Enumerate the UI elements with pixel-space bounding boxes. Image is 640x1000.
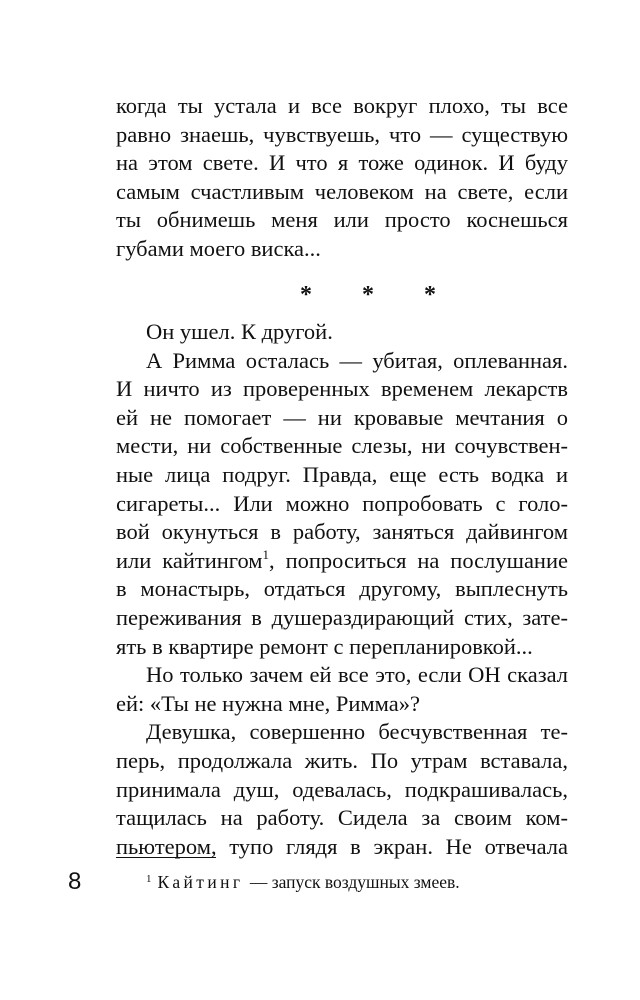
text-line: когда ты устала и все вокруг плохо, ты все	[116, 93, 568, 118]
section-separator: * * *	[300, 282, 458, 308]
text-line: мести, ни собственные слезы, ни сочувствен-	[116, 433, 568, 459]
footnote-divider	[116, 857, 216, 858]
text-line-with-footnote	[116, 547, 568, 576]
text-line: переживания в душераздирающий стих, зате-	[116, 604, 568, 630]
page-number: 8	[68, 868, 82, 895]
text-line: ять в квартире ремонт с перепланировкой...	[116, 633, 533, 659]
text-line: ные лица подруг. Правда, еще есть водка и	[116, 461, 568, 487]
text-line: пьютером, тупо глядя в экран. Не отвечала	[116, 833, 568, 859]
text-line: губами моего виска...	[116, 235, 321, 261]
text-line: самым счастливым человеком на свете, если	[116, 178, 568, 204]
main-text	[116, 318, 568, 861]
text-line: на этом свете. И что я тоже одинок. И буду	[116, 150, 568, 176]
text-line: ты обнимешь меня или просто коснешься	[116, 207, 568, 233]
footnote-definition: — запуск воздушных змеев.	[249, 872, 460, 892]
text-line: ей не помогает — ни кровавые мечтания о	[116, 404, 568, 430]
text-line: тащилась на работу. Сидела за своим ком-	[116, 805, 568, 831]
top-paragraph	[116, 92, 568, 264]
text-line: вой окунуться в работу, заняться дайвингом	[116, 519, 568, 545]
footnote-term: Кайтинг	[157, 872, 244, 892]
footnote	[146, 872, 460, 893]
text-fragment: , попроситься на послушание	[269, 547, 569, 573]
text-fragment: или кайтингом	[116, 547, 263, 573]
text-line: ей: «Ты не нужна мне, Римма»?	[116, 690, 420, 716]
text-line: равно знаешь, чувствуешь, что — существую	[116, 121, 568, 147]
text-line: в монастырь, отдаться другому, выплеснуть	[116, 576, 568, 602]
text-line: Он ушел. К другой.	[146, 319, 333, 344]
text-line: Девушка, совершенно бесчувственная те-	[146, 719, 568, 745]
text-line: сигареты... Или можно попробовать с голо-	[116, 490, 568, 516]
text-line: А Римма осталась — убитая, оплеванная.	[146, 347, 568, 373]
text-line: Но только зачем ей все это, если ОН сказал	[146, 662, 568, 688]
footnote-reference: 1	[262, 546, 270, 562]
text-line: принимала душ, одевалась, подкрашивалась,	[116, 776, 568, 802]
text-line: перь, продолжала жить. По утрам вставала,	[116, 747, 568, 773]
footnote-number: 1	[146, 873, 152, 885]
text-line: И ничто из проверенных временем лекарств	[116, 376, 568, 402]
